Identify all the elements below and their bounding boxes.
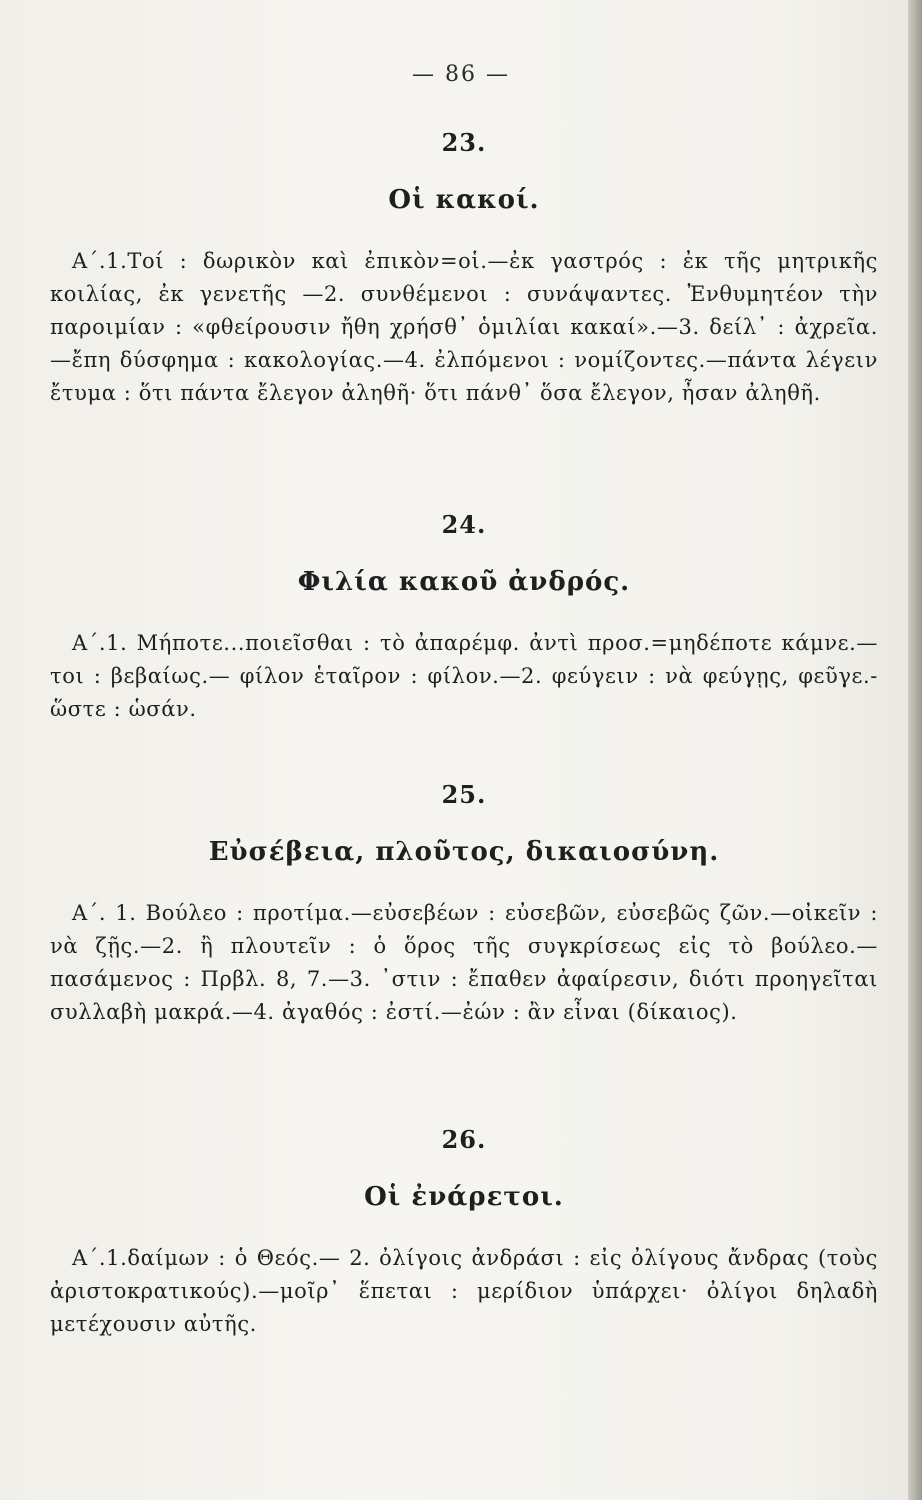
section-text: Α΄.1. Μήποτε...ποιεῖσθαι : τὸ ἀπαρέμφ. ἀντὶ προσ.=μηδέποτε κάμνε.—τοι : βεβαίως.— φίλον ἑταῖρον : φίλον.—2. φεύγειν : νὰ φεύγῃς, φεῦγε.- ὥστε : ὡσάν. (50, 631, 878, 721)
section-24 (50, 510, 878, 726)
section-25 (50, 780, 878, 1029)
section-23 (50, 128, 878, 410)
page-number: — 86 — (412, 62, 510, 87)
section-text: Α΄.1.Τοί : δωρικὸν καὶ ἐπικὸν=οἱ.—ἐκ γαστρός : ἐκ τῆς μητρικῆς κοιλίας, ἐκ γενετῆς —2. συνθέμενοι : συνάψαντες. Ἐνθυμητέον τὴν παροιμίαν : «φθείρουσιν ἤθη χρήσθ᾽ ὁμιλίαι κακαί».—3. δείλ᾽ : ἀχρεῖα.—ἔπη δύσφημα : κακολογίας.—4. ἐλπόμενοι : νομίζοντες.—πάντα λέγειν ἔτυμα : ὅτι πάντα ἔλεγον ἀληθῆ· ὅτι πάνθ᾽ ὅσα ἔλεγον, ἦσαν ἀληθῆ. (50, 249, 878, 405)
section-number: 25. (441, 780, 487, 809)
section-number: 24. (441, 510, 487, 539)
section-number: 23. (441, 128, 487, 157)
section-title: Οἱ ἐνάρετοι. (364, 1182, 564, 1212)
section-title: Εὐσέβεια, πλοῦτος, δικαιοσύνη. (208, 837, 720, 867)
section-number: 26. (441, 1125, 487, 1154)
section-title: Οἱ κακοί. (388, 185, 540, 215)
section-26 (50, 1125, 878, 1341)
section-text: Α΄.1.δαίμων : ὁ Θεός.— 2. ὀλίγοις ἀνδράσι : εἰς ὀλίγους ἄνδρας (τοὺς ἀριστοκρατικούς).—μοῖρ᾽ ἕπεται : μερίδιον ὑπάρχει· ὀλίγοι δηλαδὴ μετέχουσιν αὐτῆς. (50, 1246, 878, 1336)
section-title: Φιλία κακοῦ ἀνδρός. (297, 567, 631, 597)
section-text: Α΄. 1. Βούλεο : προτίμα.—εὐσεβέων : εὐσεβῶν, εὐσεβῶς ζῶν.—οἰκεῖν : νὰ ζῇς.—2. ἢ πλουτεῖν : ὁ ὅρος τῆς συγκρίσεως εἰς τὸ βούλεο.—πασάμενος : Πρβλ. 8, 7.—3. ᾿στιν : ἔπαθεν ἀφαίρεσιν, διότι προηγεῖται συλλαβὴ μακρά.—4. ἀγαθός : ἐστί.—ἐών : ἂν εἶναι (δίκαιος). (50, 901, 878, 1024)
page-edge-shadow (908, 0, 922, 1500)
